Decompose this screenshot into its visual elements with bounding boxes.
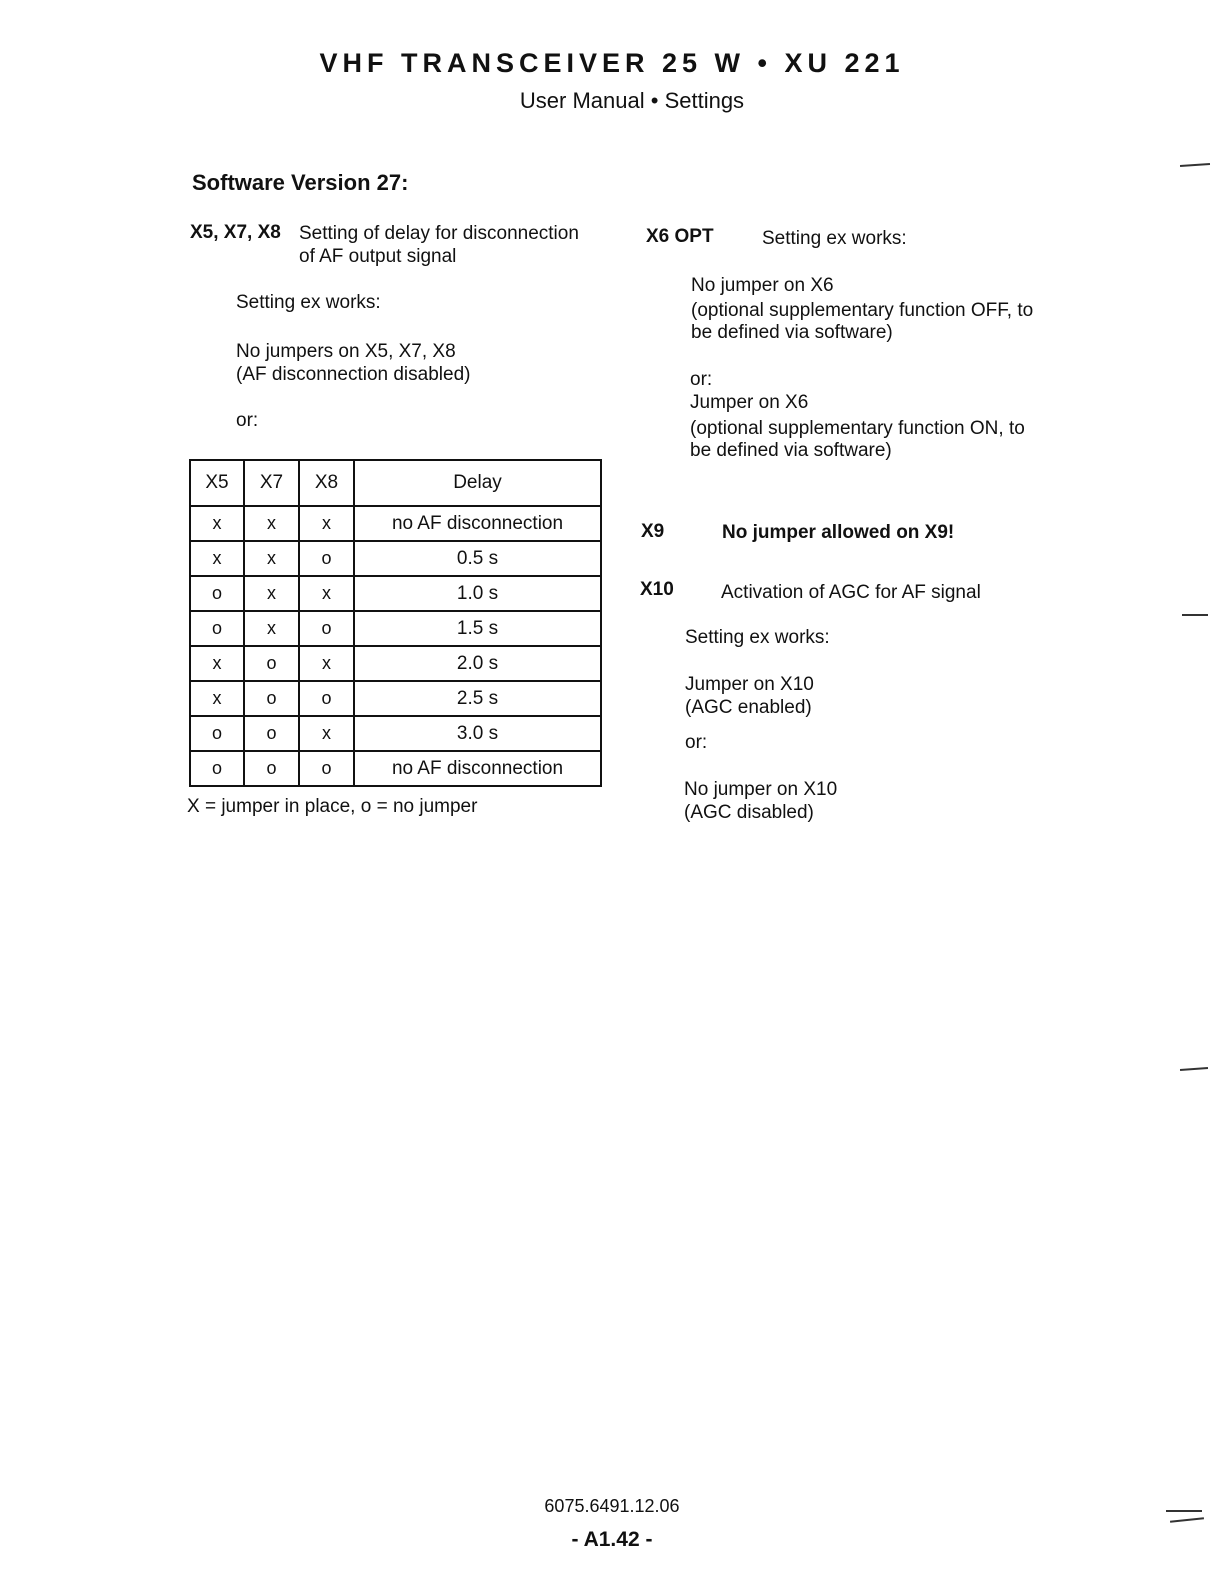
cell-x8: o — [299, 681, 354, 716]
cell-delay: 0.5 s — [354, 541, 601, 576]
x6-alt-line2: (optional supplementary function ON, to — [690, 418, 1025, 439]
x10-alt-line1: No jumper on X10 — [684, 779, 838, 800]
x5-x7-x8-description-line1: Setting of delay for disconnection — [299, 223, 579, 244]
left-or: or: — [236, 410, 259, 431]
cell-delay: 1.0 s — [354, 576, 601, 611]
scan-edge-mark — [1166, 1510, 1202, 1512]
header-x5: X5 — [190, 460, 244, 506]
x10-or: or: — [685, 732, 708, 753]
x10-description: Activation of AGC for AF signal — [721, 582, 981, 603]
scan-edge-mark — [1180, 163, 1210, 167]
cell-x5: x — [190, 541, 244, 576]
x10-default-line1: Jumper on X10 — [685, 674, 814, 695]
cell-x5: x — [190, 681, 244, 716]
scan-edge-mark — [1182, 614, 1208, 616]
x6-default-line3: be defined via software) — [691, 322, 893, 343]
cell-delay: 2.5 s — [354, 681, 601, 716]
cell-x8: x — [299, 576, 354, 611]
table-row — [190, 576, 601, 611]
left-default-line2: (AF disconnection disabled) — [236, 364, 471, 385]
cell-x5: o — [190, 611, 244, 646]
table-row — [190, 716, 601, 751]
cell-x7: o — [244, 716, 299, 751]
cell-x5: x — [190, 646, 244, 681]
header-x7: X7 — [244, 460, 299, 506]
table-row — [190, 541, 601, 576]
header-x8: X8 — [299, 460, 354, 506]
table-row — [190, 751, 601, 786]
x5-x7-x8-description-line2: of AF output signal — [299, 246, 457, 267]
page-number: - A1.42 - — [571, 1528, 653, 1551]
cell-x7: x — [244, 541, 299, 576]
x6-label: X6 OPT — [646, 226, 714, 247]
cell-delay: 2.0 s — [354, 646, 601, 681]
document-subtitle: User Manual • Settings — [519, 88, 745, 113]
document-title: VHF TRANSCEIVER 25 W • XU 221 — [319, 48, 905, 78]
x6-or: or: — [690, 369, 713, 390]
x10-label: X10 — [640, 579, 674, 600]
cell-x7: o — [244, 646, 299, 681]
cell-delay: no AF disconnection — [354, 751, 601, 786]
cell-delay: 1.5 s — [354, 611, 601, 646]
x6-default-line1: No jumper on X6 — [691, 275, 834, 296]
scan-edge-mark — [1180, 1067, 1208, 1071]
cell-x8: x — [299, 716, 354, 751]
x6-alt-line3: be defined via software) — [690, 440, 892, 461]
cell-delay: 3.0 s — [354, 716, 601, 751]
cell-x8: x — [299, 506, 354, 541]
left-default-line1: No jumpers on X5, X7, X8 — [236, 341, 456, 362]
x10-setting-ex-works: Setting ex works: — [685, 627, 830, 648]
cell-x7: o — [244, 681, 299, 716]
table-row — [190, 646, 601, 681]
cell-x7: o — [244, 751, 299, 786]
cell-x7: x — [244, 611, 299, 646]
x9-label: X9 — [641, 521, 665, 542]
x10-default-line2: (AGC enabled) — [685, 697, 812, 718]
x6-setting-ex-works: Setting ex works: — [762, 228, 907, 249]
cell-x8: o — [299, 611, 354, 646]
table-row — [190, 611, 601, 646]
section-heading: Software Version 27: — [192, 170, 409, 195]
cell-x7: x — [244, 506, 299, 541]
cell-x5: x — [190, 506, 244, 541]
delay-table — [189, 459, 602, 787]
scan-edge-mark — [1170, 1517, 1204, 1523]
cell-x5: o — [190, 716, 244, 751]
cell-x5: o — [190, 576, 244, 611]
header-delay: Delay — [354, 460, 601, 506]
cell-x8: o — [299, 751, 354, 786]
table-legend: X = jumper in place, o = no jumper — [187, 796, 478, 817]
cell-x8: x — [299, 646, 354, 681]
x6-alt-line1: Jumper on X6 — [690, 392, 809, 413]
document-code: 6075.6491.12.06 — [544, 1496, 680, 1516]
table-row — [190, 681, 601, 716]
x10-alt-line2: (AGC disabled) — [684, 802, 814, 823]
cell-x7: x — [244, 576, 299, 611]
x6-default-line2: (optional supplementary function OFF, to — [691, 300, 1034, 321]
table-row — [190, 506, 601, 541]
cell-delay: no AF disconnection — [354, 506, 601, 541]
delay-table-header-row — [190, 460, 601, 506]
cell-x5: o — [190, 751, 244, 786]
cell-x8: o — [299, 541, 354, 576]
x5-x7-x8-label: X5, X7, X8 — [190, 222, 281, 243]
x9-text: No jumper allowed on X9! — [722, 522, 955, 543]
left-setting-ex-works: Setting ex works: — [236, 292, 381, 313]
